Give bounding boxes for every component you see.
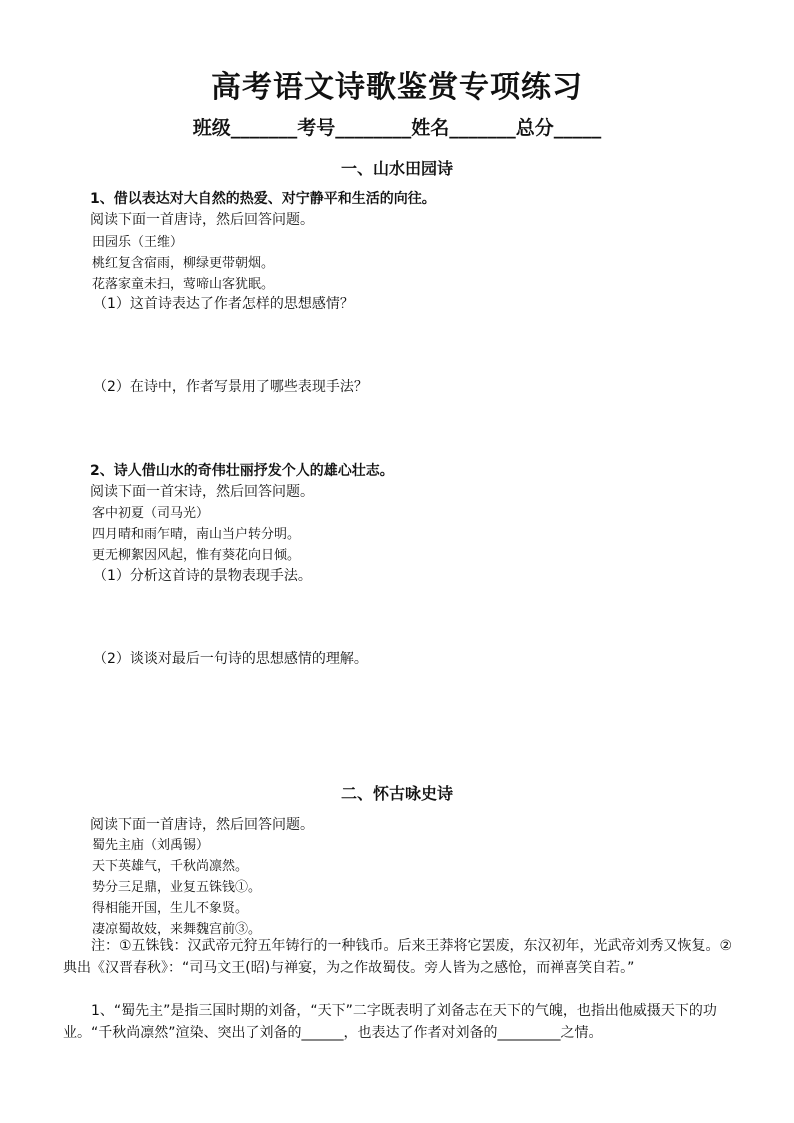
q1-sub2: （2）在诗中，作者写景用了哪些表现手法？ xyxy=(93,379,368,395)
s2-instruction: 阅读下面一首唐诗，然后回答问题。 xyxy=(90,817,314,833)
student-info-line: 班级_______考号________姓名_______总分_____ xyxy=(192,117,602,139)
s2-poem-line: 凄凉蜀故妓，来舞魏宫前③。 xyxy=(92,922,262,937)
q1-instruction: 阅读下面一首唐诗，然后回答问题。 xyxy=(90,212,314,228)
q2-sub1: （1）分析这首诗的景物表现手法。 xyxy=(93,568,312,584)
s2-note: 注：①五铢钱：汉武帝元狩五年铸行的一种钱币。后来王莽将它罢废，东汉初年，光武帝刘秀又恢复。②典出《汉晋春秋》：“司马文王(昭)与禅宴，为之作故蜀伎。旁人皆为之感怆，而禅喜笑自若。” xyxy=(63,938,733,976)
q2-poem-line: 四月晴和雨乍晴，南山当户转分明。 xyxy=(92,527,301,542)
q2-instruction: 阅读下面一首宋诗，然后回答问题。 xyxy=(90,484,314,500)
q2-heading: 2、诗人借山水的奇伟壮丽抒发个人的雄心壮志。 xyxy=(90,463,394,479)
s2-poem-line: 得相能开国，生儿不象贤。 xyxy=(92,901,249,916)
q2-poem-line: 更无柳絮因风起，惟有葵花向日倾。 xyxy=(92,548,301,563)
q1-poem-title: 田园乐（王维） xyxy=(92,235,184,250)
section2-heading: 二、怀古咏史诗 xyxy=(340,784,453,803)
q2-sub2: （2）谈谈对最后一句诗的思想感情的理解。 xyxy=(93,651,368,667)
q1-heading: 1、借以表达对大自然的热爱、对宁静平和生活的向往。 xyxy=(90,191,436,207)
q1-sub1: （1）这首诗表达了作者怎样的思想感情？ xyxy=(93,296,354,312)
s2-poem-line: 势分三足鼎，业复五铢钱①。 xyxy=(92,880,262,895)
s2-poem-title: 蜀先主庙（刘禹锡） xyxy=(92,838,210,853)
section1-heading: 一、山水田园诗 xyxy=(340,159,453,178)
page-title: 高考语文诗歌鉴赏专项练习 xyxy=(211,70,583,105)
s2-question1: 1、“蜀先主”是指三国时期的刘备，“天下”二字既表明了刘备志在天下的气魄，也指出他威摄天下的功业。“千秋尚凛然”渲染、突出了刘备的______，也表达了作者对刘备的_________之情。 xyxy=(63,1003,717,1041)
s2-poem-line: 天下英雄气，千秋尚凛然。 xyxy=(92,859,249,874)
q1-poem-line: 桃红复含宿雨，柳绿更带朝烟。 xyxy=(92,256,275,271)
q2-poem-title: 客中初夏（司马光） xyxy=(92,506,210,521)
q1-poem-line: 花落家童未扫，莺啼山客犹眠。 xyxy=(92,277,275,292)
